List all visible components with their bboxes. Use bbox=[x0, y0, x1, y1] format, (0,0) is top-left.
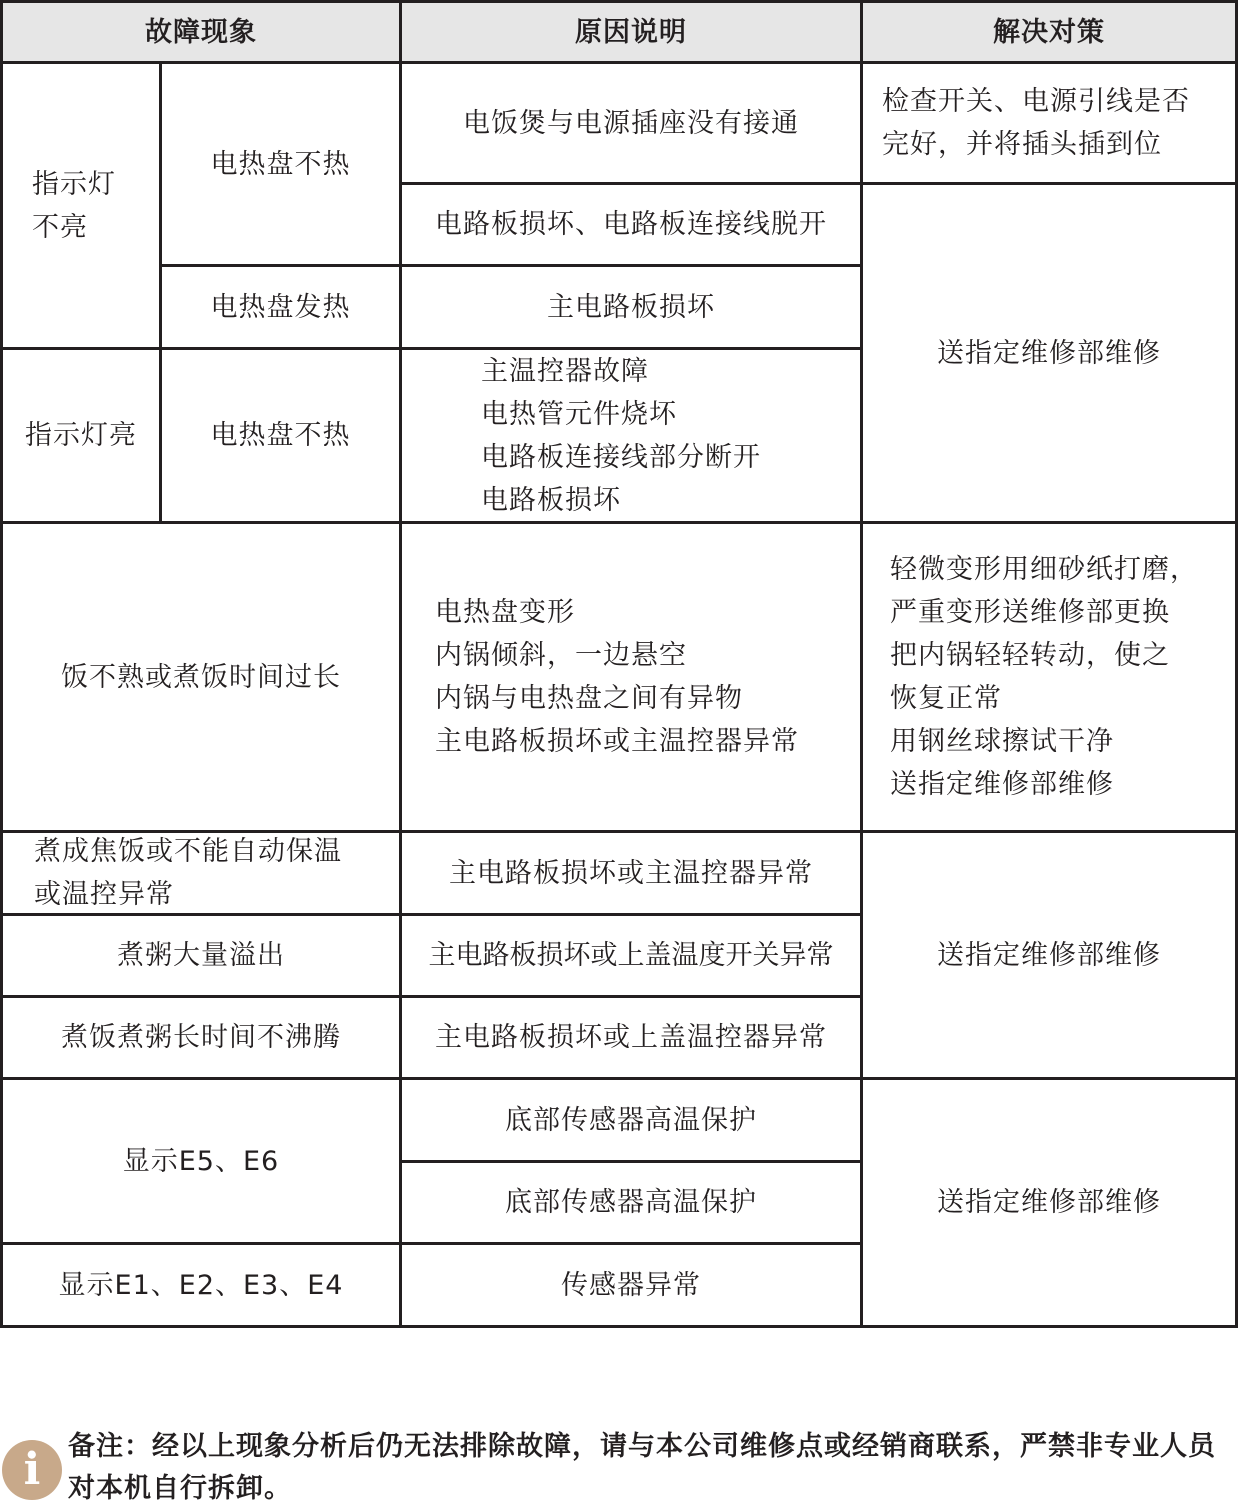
solution-item: 用钢丝球擦试干净 bbox=[890, 726, 1114, 757]
cause-not-connected: 电饭煲与电源插座没有接通 bbox=[463, 107, 799, 139]
row-divider bbox=[0, 830, 1238, 833]
cause-item: 主温控器故障 bbox=[481, 355, 649, 387]
row-divider bbox=[400, 1160, 861, 1163]
row-divider bbox=[0, 347, 861, 350]
row-divider bbox=[0, 1077, 1238, 1080]
sub-symptom-plate-not-hot: 电热盘不热 bbox=[210, 148, 351, 180]
solution-check-switch-line2: 完好，并将插头插到位 bbox=[882, 129, 1162, 160]
info-icon: i bbox=[2, 1440, 62, 1500]
cause-burnt-rice: 主电路板损坏或主温控器异常 bbox=[449, 857, 813, 889]
causes-rice-not-cooked bbox=[401, 523, 861, 831]
header-cause: 原因说明 bbox=[401, 2, 861, 62]
footnote-text: 备注：经以上现象分析后仍无法排除故障，请与本公司维修点或经销商联系，严禁非专业人员对本机自行拆卸。 bbox=[68, 1431, 1216, 1504]
symptom-not-boiling: 煮饭煮粥长时间不沸腾 bbox=[61, 1022, 341, 1053]
sub-symptom-plate-hot: 电热盘发热 bbox=[210, 291, 351, 323]
symptom-indicator-off-line1: 指示灯 bbox=[32, 168, 116, 200]
solution-send-repair-b: 送指定维修部维修 bbox=[937, 939, 1161, 971]
cause-bottom-sensor-overheat-1: 底部传感器高温保护 bbox=[505, 1104, 757, 1136]
header-divider bbox=[0, 61, 1238, 64]
solutions-rice-not-cooked bbox=[862, 523, 1236, 831]
symptom-indicator-off bbox=[2, 63, 160, 348]
row-divider bbox=[0, 1242, 861, 1245]
solution-check-switch-line1: 检查开关、电源引线是否 bbox=[882, 86, 1190, 117]
cause-main-board-damaged: 主电路板损坏 bbox=[547, 291, 715, 323]
column-divider-2 bbox=[860, 0, 863, 1328]
header-symptom: 故障现象 bbox=[2, 2, 400, 62]
cause-item: 电路板连接线部分断开 bbox=[481, 441, 761, 473]
table-border-left bbox=[0, 0, 3, 1328]
cause-sensor-abnormal: 传感器异常 bbox=[561, 1269, 701, 1301]
table-border-bottom-left bbox=[0, 1325, 862, 1328]
symptom-rice-not-cooked: 饭不熟或煮饭时间过长 bbox=[61, 661, 341, 693]
symptom-indicator-on: 指示灯亮 bbox=[25, 420, 137, 451]
symptom-porridge-overflow: 煮粥大量溢出 bbox=[117, 940, 285, 971]
cause-not-boiling: 主电路板损坏或上盖温控器异常 bbox=[435, 1022, 827, 1053]
solution-check-switch bbox=[862, 63, 1236, 183]
column-divider-1 bbox=[399, 0, 402, 1328]
symptom-burnt-rice bbox=[2, 832, 400, 914]
solution-item: 轻微变形用细砂纸打磨， bbox=[890, 554, 1198, 585]
cause-item: 内锅倾斜，一边悬空 bbox=[435, 640, 687, 671]
table-border-top bbox=[0, 0, 1238, 3]
cause-bottom-sensor-overheat-2: 底部传感器高温保护 bbox=[505, 1187, 757, 1218]
row-divider bbox=[0, 521, 1238, 524]
solution-item: 把内锅轻轻转动，使之 bbox=[890, 640, 1170, 671]
solution-send-repair-a: 送指定维修部维修 bbox=[937, 337, 1161, 369]
row-divider bbox=[160, 264, 861, 267]
symptom-error-e5-e6: 显示E5、E6 bbox=[122, 1145, 280, 1177]
row-divider bbox=[400, 182, 1238, 185]
solution-send-repair-c: 送指定维修部维修 bbox=[937, 1187, 1161, 1218]
symptom-burnt-rice-line2: 或温控异常 bbox=[34, 879, 174, 910]
table-border-bottom-right bbox=[861, 1325, 1238, 1328]
cause-item: 电热管元件烧坏 bbox=[481, 398, 677, 430]
cause-item: 电路板损坏 bbox=[481, 484, 621, 516]
cause-board-damaged-disconnected: 电路板损坏、电路板连接线脱开 bbox=[435, 209, 827, 240]
solution-item: 严重变形送维修部更换 bbox=[890, 597, 1170, 628]
sub-symptom-plate-not-hot-2: 电热盘不热 bbox=[210, 420, 351, 451]
cause-item: 主电路板损坏或主温控器异常 bbox=[435, 726, 799, 757]
symptom-burnt-rice-line1: 煮成焦饭或不能自动保温 bbox=[34, 836, 342, 867]
cause-item: 电热盘变形 bbox=[435, 597, 575, 628]
cause-item: 内锅与电热盘之间有异物 bbox=[435, 683, 743, 714]
column-divider-sub bbox=[159, 62, 162, 523]
solution-item: 送指定维修部维修 bbox=[890, 769, 1114, 800]
footnote bbox=[0, 1420, 1238, 1506]
symptom-indicator-off-line2: 不亮 bbox=[32, 211, 88, 243]
row-divider bbox=[0, 913, 861, 916]
cause-porridge-overflow: 主电路板损坏或上盖温度开关异常 bbox=[428, 940, 834, 971]
causes-indicator-on bbox=[401, 349, 861, 522]
row-divider bbox=[0, 995, 861, 998]
header-solution: 解决对策 bbox=[862, 2, 1236, 62]
symptom-error-e1-e4: 显示E1、E2、E3、E4 bbox=[58, 1269, 344, 1301]
solution-item: 恢复正常 bbox=[890, 683, 1002, 714]
